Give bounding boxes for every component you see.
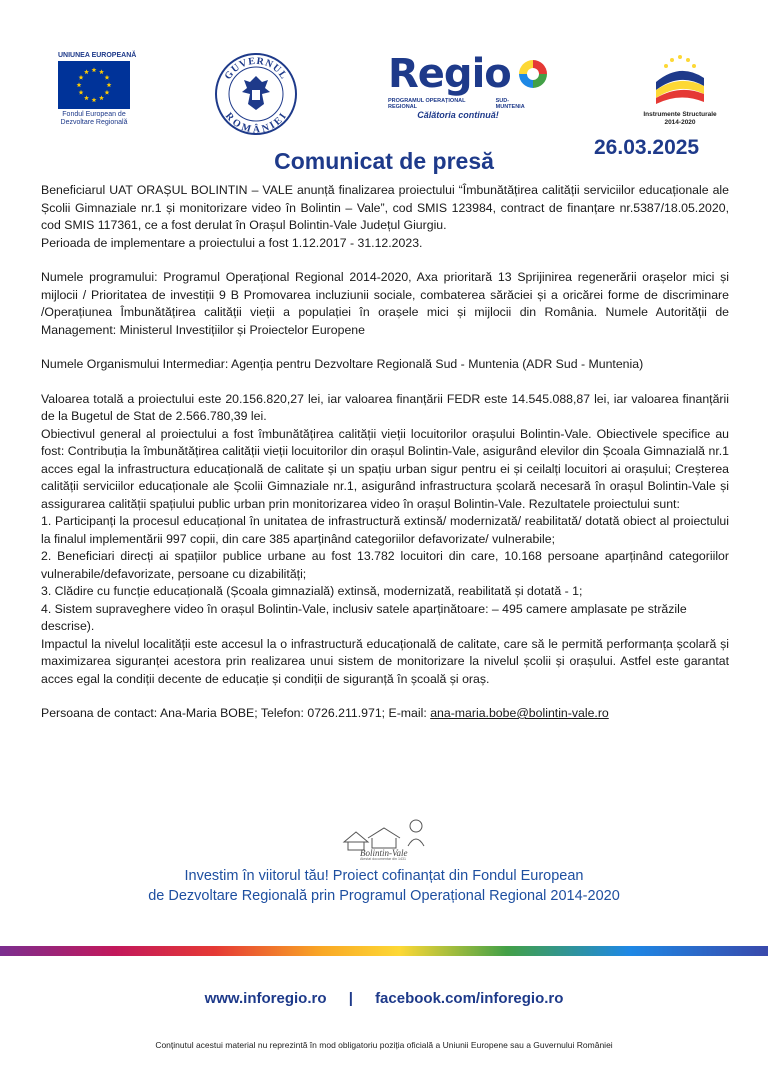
bv-name-text: Bolintin-Vale: [360, 848, 408, 858]
result-item-4: 4. Sistem supraveghere video în orașul Bolintin-Vale, inclusiv satele aparținătoare: – 495 camere amplasate pe străzile descrise).: [41, 601, 687, 633]
structural-instruments-icon: [650, 52, 710, 104]
paragraph-value: Valoarea totală a proiectului este 20.156.820,27 lei, iar valoarea finanțării FEDR este 14.545.088,87 lei, iar valoarea finanțării de la Bugetul de Stat de 2.566.780,39 lei.: [41, 391, 729, 423]
eu-stars-icon: [58, 61, 130, 109]
regio-logo: [388, 51, 548, 120]
slogan-line-2: de Dezvoltare Regională prin Programul Operațional Regional 2014-2020: [148, 888, 620, 904]
is-title-line-2: 2014-2020: [664, 118, 696, 126]
paragraph-period: Perioada de implementare a proiectului a fost 1.12.2017 - 31.12.2023.: [41, 235, 423, 250]
gov-bottom-text: ROMÂNIEI: [222, 110, 290, 136]
eu-star-icon: [77, 82, 82, 87]
eu-star-icon: [92, 97, 97, 102]
facebook-link[interactable]: facebook.com/inforegio.ro: [375, 990, 564, 1007]
eu-subtitle-line-2: Dezvoltare Regională: [60, 119, 128, 127]
regio-name: Regio: [388, 51, 511, 97]
eu-flag-icon: [58, 61, 130, 109]
bolintin-vale-logo: [338, 812, 434, 860]
paragraph-objectives: Obiectivul general al proiectului a fost îmbunătățirea calității vieții locuitorilor orașului Bolintin-Vale. Obiectivele specifice au fost: Contribuția la îmbunătățirea calității vieții locuitorilor din orașul Bolintin-Vale, asigurând elevilor din Școala Gimnazială nr.1 acces egal la infrastructura educațională de calitate și un spațiu urban sigur pentru ei și ceilalți locuitori ai orașului; Creșterea calității serviciilor educaționale ale Școlii Gimnaziale nr.1, asigurând infrastructura școlară necesară în orașul Bolintin-Vale și assigurarea calității spațiului public urban prin monitorizarea video în orașul Bolintin-Vale. Rezultatele proiectului sunt:: [41, 426, 729, 511]
regio-sub-right: SUD-MUNTENIA: [495, 98, 525, 110]
website-link[interactable]: www.inforegio.ro: [204, 990, 327, 1007]
links-separator: |: [348, 990, 353, 1007]
funding-slogan: [0, 866, 768, 906]
press-release-body: [41, 182, 729, 723]
bv-tagline-text: Atestat documentar din 1431: [360, 857, 406, 860]
eu-logo-title: UNIUNEA EUROPEANĂ: [58, 52, 137, 59]
paragraph-impact: Impactul la nivelul localității este accesul la o infrastructură educațională de calitate, care să le permită performanța școlară și maximizarea siguranței acestora prin realizarea unui sistem de monitorizare la nivelul școlii și orașului. Astfel este garantat acces egal la condiții decente de educație și condiții de siguranță în școală și oraș.: [41, 636, 729, 686]
regio-sub-left: PROGRAMUL OPERAȚIONAL REGIONAL: [388, 98, 466, 110]
eu-logo-subtitle: [58, 111, 130, 127]
government-seal-logo: [214, 52, 298, 136]
eu-star-icon: [84, 95, 89, 100]
eu-star-icon: [99, 95, 104, 100]
disclaimer: Conținutul acestui material nu reprezintă în mod obligatoriu poziția oficială a Uniunii Europene sau a Guvernului României: [155, 1040, 613, 1050]
result-item-2: 2. Beneficiari direcți ai spațiilor publice urbane au fost 13.782 locuitori din care, 10.168 persoane aparținând categoriilor vulnerabile/defavorizate, persoane cu dizabilități;: [41, 549, 729, 581]
paragraph-intermediary: Numele Organismului Intermediar: Agenția pentru Dezvoltare Regională Sud - Muntenia (ADR Sud - Muntenia): [41, 357, 644, 371]
eu-star-icon: [84, 69, 89, 74]
eu-star-icon: [79, 75, 84, 80]
regio-wordmark: [388, 51, 548, 97]
bolintin-vale-icon: [338, 812, 434, 860]
regio-subtitle: [388, 98, 538, 110]
gov-top-text: GUVERNUL: [222, 55, 290, 82]
government-seal-icon: [214, 52, 298, 136]
regio-tagline: Călătoria continuă!: [417, 110, 499, 120]
result-item-1: 1. Participanți la procesul educațional în unitatea de infrastructură extinsă/ modernizată/ reabilitată/ dotată obiect al proiectului la finalul implementării 997 copii, din care 385 aparținând categoriilor defavorizate/ vulnerabile;: [41, 514, 729, 546]
eu-star-icon: [107, 82, 112, 87]
paragraph-program: Numele programului: Programul Operațional Regional 2014-2020, Axa prioritară 13 Sprijinirea regenerării orașelor mici și mijlocii / Prioritatea de investiții 9 B Promovarea incluziunii sociale, combaterea sărăciei și a oricărei forme de discriminare /Operațiunea Îmbunătățirea calității vieții a populației în orașele mici și mijlocii din România. Numele Autorității de Management: Ministerul Investițiilor și Proiectelor Europene: [41, 270, 729, 337]
eu-star-icon: [92, 67, 97, 72]
result-item-3: 3. Clădire cu funcție educațională (Școala gimnazială) extinsă, modernizată, reabilitată și dotată - 1;: [41, 584, 583, 598]
contact-email-link[interactable]: ana-maria.bobe@bolintin-vale.ro: [430, 706, 609, 720]
structural-instruments-title: [640, 111, 720, 127]
svg-text:ROMÂNIEI: [223, 111, 290, 136]
eu-logo: [58, 52, 138, 127]
eu-star-icon: [79, 90, 84, 95]
contact-line: [41, 705, 729, 723]
eu-star-icon: [105, 75, 110, 80]
is-title-line-1: Instrumente Structurale: [643, 111, 717, 118]
color-stripe-divider: [0, 946, 768, 956]
eu-star-icon: [99, 69, 104, 74]
eu-star-icon: [105, 90, 110, 95]
eu-subtitle-line-1: Fondul European de: [62, 111, 126, 118]
structural-instruments-logo: [640, 52, 720, 127]
page-title: Comunicat de presă: [274, 148, 494, 174]
contact-label: Persoana de contact: Ana-Maria BOBE; Telefon: 0726.211.971; E-mail:: [41, 706, 431, 720]
press-release-date: 26.03.2025: [594, 136, 700, 159]
regio-circle-icon: [518, 59, 548, 89]
footer-links: [0, 990, 768, 1007]
paragraph-intro: Beneficiarul UAT ORAȘUL BOLINTIN – VALE anunță finalizarea proiectului “Îmbunătățirea calității serviciilor educaționale ale Școlii Gimnaziale nr.1 și monitorizare video în Bolintin – Vale”, cod SMIS 123984, contract de finanțare nr.5387/18.05.2020, cod SMIS 117361, ce a fost derulat în Orașul Bolintin-Vale Județul Giurgiu.: [41, 183, 729, 232]
slogan-line-1: Investim în viitorul tău! Proiect cofinanțat din Fondul European: [184, 868, 584, 884]
